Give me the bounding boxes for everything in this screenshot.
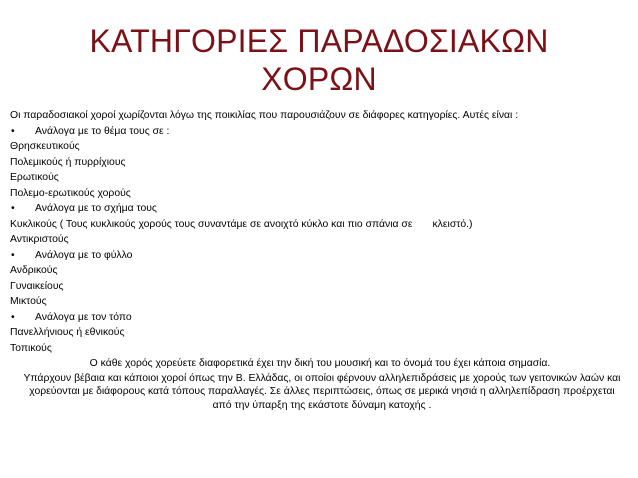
bullet-icon: • [11,311,15,323]
bullet-place-label: Ανάλογα με τον τόπο [35,311,132,323]
slide-body [10,108,630,412]
bullet-theme [10,124,630,140]
title-line-2: ΧΟΡΩΝ [261,61,377,97]
bullet-shape [10,201,630,217]
bullet-icon: • [11,203,15,214]
closing-paragraph: Υπάρχουν βέβαια και κάποιοι χοροί όπως την Β. Ελλάδας, οι οποίοι φέρνουν αλληλεπιδράσεις με χορούς των γειτονικών λαών και χορεύονται με διάφορους κατά τόπους παραλλαγές. Σε άλλες περιπτώσεις, όπως σε μερικά νησιά η αλληλεπίδραση προέρχεται από την ύπαρξη της εκάστοτε δύναμη κατοχής . [23,372,621,411]
list-item: Πανελλήνιους ή εθνικούς [10,327,125,338]
list-item: Πολεμο-ερωτικούς χορούς [10,187,131,199]
list-item: Θρησκευτικούς [10,141,80,152]
slide-title [20,22,618,98]
bullet-gender [10,248,630,264]
list-item: Τοπικούς [10,342,52,354]
list-item: Γυναικείους [10,280,64,292]
bullet-icon: • [11,249,15,261]
list-item [10,217,630,233]
title-line-1: ΚΑΤΗΓΟΡΙΕΣ ΠΑΡΑΔΟΣΙΑΚΩΝ [89,23,549,59]
list-item: Αντικριστούς [10,234,69,245]
circular-dances-text: Κυκλικούς ( Τους κυκλικούς χορούς τους συναντάμε σε ανοιχτό κύκλο και πιο σπάνια σε [10,218,413,230]
bullet-gender-label: Ανάλογα με το φύλλο [35,249,133,261]
intro-text: Οι παραδοσιακοί χοροί χωρίζονται λόγω της ποικιλίας που παρουσιάζουν σε διάφορες κατηγορίες. Αυτές είναι : [10,110,519,121]
circular-dances-text-end: κλειστό.) [432,218,473,230]
list-item: Ερωτικούς [10,172,59,183]
bullet-theme-label: Ανάλογα με το θέμα τους σε : [35,125,170,137]
closing-line: Ο κάθε χορός χορεύετε διαφορετικά έχει την δική του μουσική και το όνομά του έχει κάποια σημασία. [89,358,551,369]
bullet-icon: • [11,125,15,137]
list-item: Μικτούς [10,296,47,307]
bullet-shape-label: Ανάλογα με το σχήμα τους [35,203,157,214]
list-item: Πολεμικούς ή πυρρίχιους [10,156,126,168]
bullet-place [10,310,630,326]
list-item: Ανδρικούς [10,265,58,276]
